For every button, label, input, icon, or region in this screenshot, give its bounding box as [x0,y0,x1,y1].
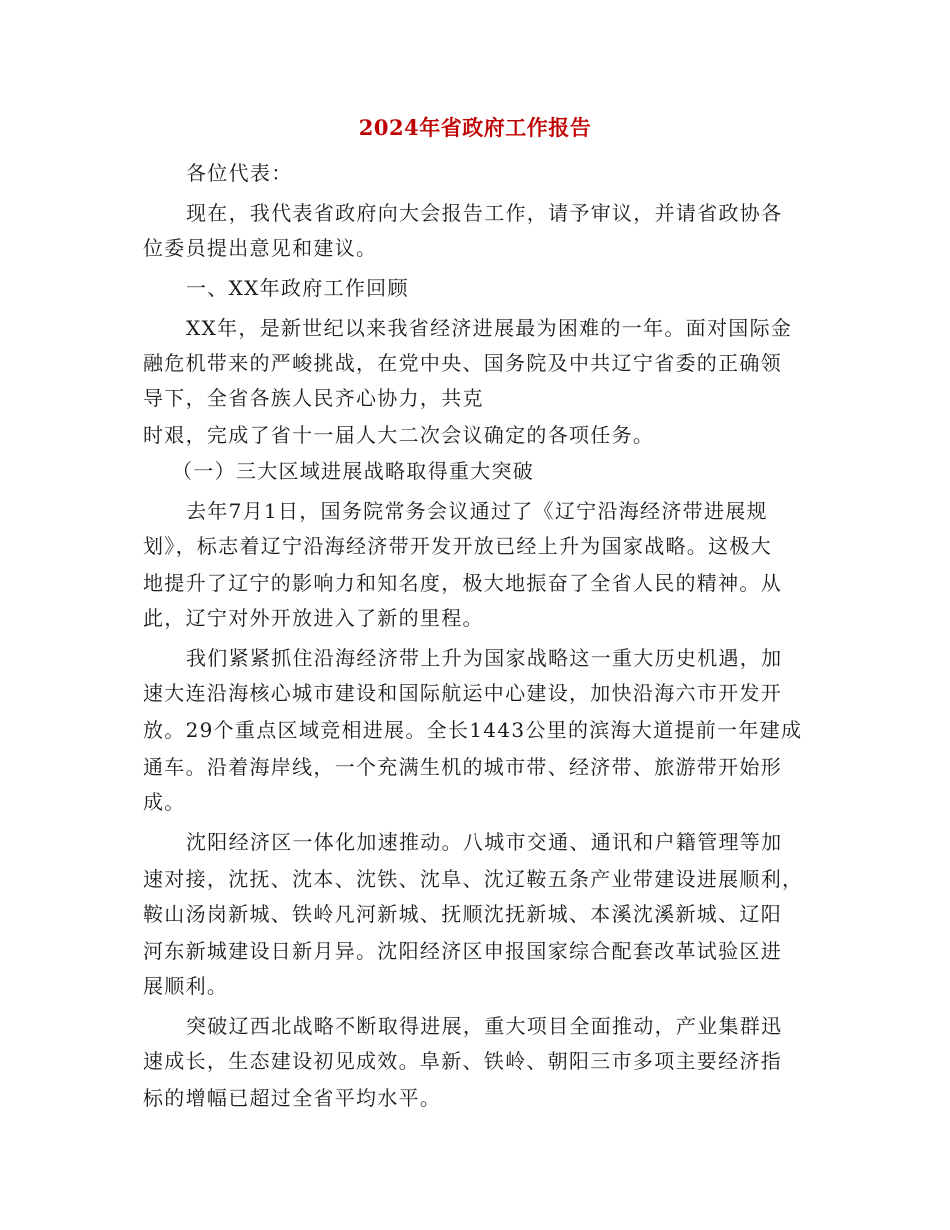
salutation: 各位代表： [186,161,293,185]
paragraph-line: 鞍山汤岗新城、铁岭凡河新城、抚顺沈抚新城、本溪沈溪新城、辽阳 [143,902,782,926]
paragraph-line: 地提升了辽宁的影响力和知名度，极大地振奋了全省人民的精神。从 [143,571,782,595]
paragraph-line: 去年7月1日，国务院常务会议通过了《辽宁沿海经济带进展规 [186,499,768,523]
paragraph-line: 融危机带来的严峻挑战，在党中央、国务院及中共辽宁省委的正确领 [143,351,782,375]
document-title: 2024年省政府工作报告 [358,115,592,140]
paragraph-line: 速成长，生态建设初见成效。阜新、铁岭、朝阳三市多项主要经济指 [143,1049,782,1073]
paragraph-line: 河东新城建设日新月异。沈阳经济区申报国家综合配套改革试验区进 [143,939,782,963]
subsection-heading: （一）三大区域进展战略取得重大突破 [172,459,535,483]
paragraph-line: 导下，全省各族人民齐心协力，共克 [143,386,484,410]
paragraph-line: 通车。沿着海岸线，一个充满生机的城市带、经济带、旅游带开始形 [143,755,782,779]
paragraph-line: 速大连沿海核心城市建设和国际航运中心建设，加快沿海六市开发开 [143,681,782,705]
section-heading: 一、XX年政府工作回顾 [186,276,409,300]
paragraph-line: 速对接，沈抚、沈本、沈铁、沈阜、沈辽鞍五条产业带建设进展顺利， [143,867,804,891]
paragraph-line: 沈阳经济区一体化加速推动。八城市交通、通讯和户籍管理等加 [186,830,783,854]
paragraph-line: 标的增幅已超过全省平均水平。 [143,1086,442,1110]
paragraph-line: 划》，标志着辽宁沿海经济带开发开放已经上升为国家战略。这极大 [143,534,772,558]
paragraph-line: 我们紧紧抓住沿海经济带上升为国家战略这一重大历史机遇，加 [186,646,783,670]
paragraph-line: 现在，我代表省政府向大会报告工作，请予审议，并请省政协各 [186,201,783,225]
paragraph-line: 放。29个重点区域竞相进展。全长1443公里的滨海大道提前一年建成 [143,718,803,742]
paragraph-line: 此，辽宁对外开放进入了新的里程。 [143,606,484,630]
paragraph-line: 突破辽西北战略不断取得进展，重大项目全面推动，产业集群迅 [186,1014,783,1038]
paragraph-line: 成。 [143,790,186,814]
paragraph-line: 位委员提出意见和建议。 [143,236,378,260]
paragraph-line: XX年，是新世纪以来我省经济进展最为困难的一年。面对国际金 [186,316,793,340]
paragraph-line: 时艰，完成了省十一届人大二次会议确定的各项任务。 [143,423,655,447]
paragraph-line: 展顺利。 [143,974,229,998]
